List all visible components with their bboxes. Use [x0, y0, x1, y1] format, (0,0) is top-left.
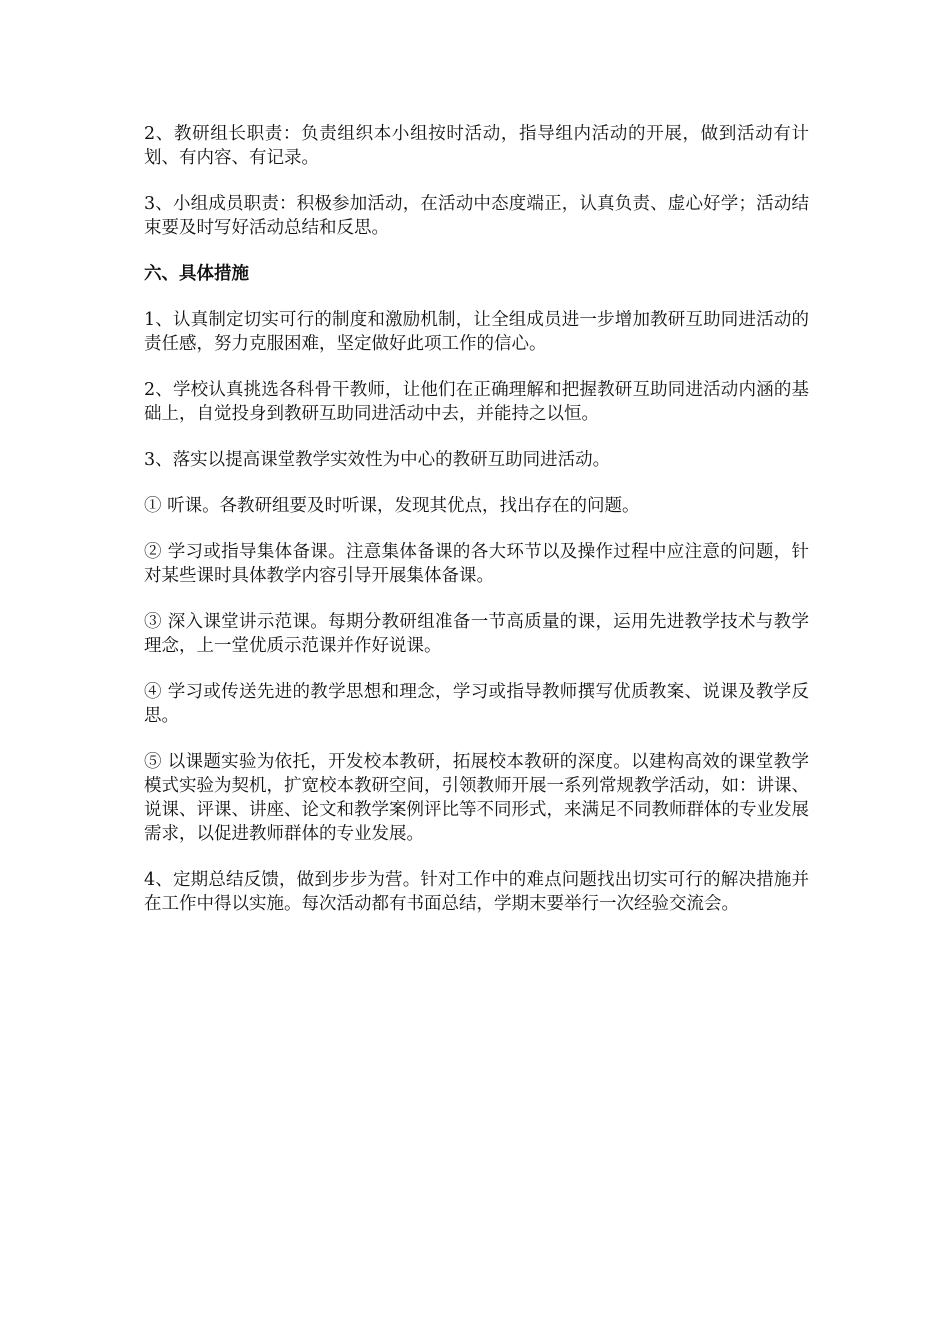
- paragraph-measure-1: 1、认真制定切实可行的制度和激励机制，让全组成员进一步增加教研互助同进活动的责任感，努力克服困难，坚定做好此项工作的信心。: [144, 310, 809, 354]
- document-body: [144, 122, 809, 938]
- paragraph-measure-4: 4、定期总结反馈，做到步步为营。针对工作中的难点问题找出切实可行的解决措施并在工作中得以实施。每次活动都有书面总结，学期末要举行一次经验交流会。: [144, 870, 809, 914]
- paragraph-member-duties: 3、小组成员职责：积极参加活动，在活动中态度端正，认真负责、虚心好学；活动结束要及时写好活动总结和反思。: [144, 194, 809, 238]
- paragraph-item-3: ③ 深入课堂讲示范课。每期分教研组准备一节高质量的课，运用先进教学技术与教学理念，上一堂优质示范课并作好说课。: [144, 612, 809, 656]
- paragraph-item-5: ⑤ 以课题实验为依托，开发校本教研，拓展校本教研的深度。以建构高效的课堂教学模式实验为契机，扩宽校本教研空间，引领教师开展一系列常规教学活动，如：讲课、说课、评课、讲座、论文和教学案例评比等不同形式，来满足不同教师群体的专业发展需求，以促进教师群体的专业发展。: [144, 752, 809, 844]
- paragraph-team-leader-duties: 2、教研组长职责：负责组织本小组按时活动，指导组内活动的开展，做到活动有计划、有内容、有记录。: [144, 124, 809, 168]
- paragraph-item-2: ② 学习或指导集体备课。注意集体备课的各大环节以及操作过程中应注意的问题，针对某些课时具体教学内容引导开展集体备课。: [144, 542, 809, 586]
- paragraph-measure-2: 2、学校认真挑选各科骨干教师，让他们在正确理解和把握教研互助同进活动内涵的基础上，自觉投身到教研互助同进活动中去，并能持之以恒。: [144, 380, 809, 424]
- paragraph-measure-3: 3、落实以提高课堂教学实效性为中心的教研互助同进活动。: [144, 450, 611, 470]
- paragraph-item-4: ④ 学习或传送先进的教学思想和理念，学习或指导教师撰写优质教案、说课及教学反思。: [144, 682, 809, 726]
- section-heading: 六、具体措施: [144, 264, 249, 284]
- paragraph-item-1: ① 听课。各教研组要及时听课，发现其优点，找出存在的问题。: [144, 496, 640, 516]
